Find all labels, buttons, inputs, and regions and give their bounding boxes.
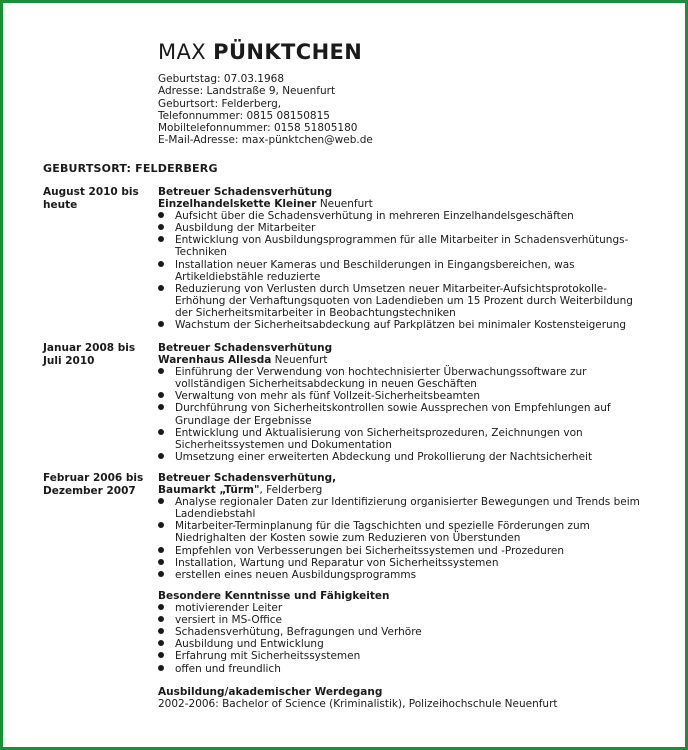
list-item [158, 427, 648, 451]
section-title: GEBURTSORT: FELDERBERG [43, 162, 218, 175]
list-item [158, 319, 648, 331]
list-item [158, 614, 648, 626]
bullet-icon [158, 665, 164, 671]
list-item-text: Installation neuer Kameras und Beschilderungen in Eingangsbereichen, was Artikeldiebstähle reduzierte [175, 258, 575, 283]
list-item-text: Installation, Wartung und Reparatur von Sicherheitssystemen [175, 556, 499, 569]
list-item [158, 210, 648, 222]
list-item-text: Reduzierung von Verlusten durch Umsetzen neuer Mitarbeiter-Aufsichtsprotokolle-Erhöhung der Verhaftungsquoten von Ladendieben um 15 Prozent durch Weiterbildung der Sicherheitsmitarbeiter in Beobachtungstechniken [175, 282, 633, 319]
skills-section [158, 590, 648, 675]
entry-date: August 2010 bis heute [43, 186, 139, 211]
list-item [158, 638, 648, 650]
skills-list [158, 602, 648, 675]
bullet-icon [158, 224, 164, 230]
list-item-text: erstellen eines neuen Ausbildungsprogramms [175, 568, 417, 581]
bullet-icon [158, 522, 164, 528]
list-item [158, 234, 648, 258]
bullet-icon [158, 498, 164, 504]
task-list [158, 496, 648, 581]
employer [158, 484, 648, 496]
list-item [158, 366, 648, 390]
company-location: , Felderberg [259, 484, 323, 497]
last-name: PÜNKTCHEN [213, 40, 363, 64]
company-name: Warenhaus Allesda [158, 354, 272, 367]
phone-line: Telefonnummer: 0815 08150815 [158, 109, 330, 122]
list-item [158, 557, 648, 569]
list-item-text: Verwaltung von mehr als fünf Vollzeit-Sicherheitsbeamten [175, 390, 481, 403]
company-name: Einzelhandelskette Kleiner [158, 198, 317, 211]
job-title: Betreuer Schadensverhütung [158, 186, 333, 198]
birthplace-line: Geburtsort: Felderberg, [158, 97, 282, 110]
bullet-icon [158, 236, 164, 242]
list-item-text: Aufsicht über die Schadensverhütung in mehreren Einzelhandelsgeschäften [175, 210, 574, 223]
company-location: Neuenfurt [319, 198, 373, 211]
education-section [158, 686, 648, 710]
list-item [158, 259, 648, 283]
task-list [158, 210, 648, 331]
bullet-icon [158, 429, 164, 435]
list-item-text: Analyse regionaler Daten zur Identifizierung organisierter Bewegungen und Trends beim Ladendiebstahl [175, 496, 640, 521]
list-item-text: versiert in MS-Office [175, 614, 282, 627]
bullet-icon [158, 559, 164, 565]
list-item-text: Ausbildung der Mitarbeiter [175, 222, 316, 235]
list-item-text: Entwicklung und Aktualisierung von Sicherheitsprozeduren, Zeichnungen von Sicherheitssystemen und Dokumentation [175, 426, 583, 451]
company-location: Neuenfurt [274, 354, 328, 367]
first-name: MAX [158, 40, 207, 64]
list-item [158, 496, 648, 520]
list-item-text: offen und freundlich [175, 662, 281, 675]
education-line: 2002-2006: Bachelor of Science (Kriminalistik), Polizeihochschule Neuenfurt [158, 698, 558, 711]
bullet-icon [158, 571, 164, 577]
bullet-icon [158, 652, 164, 658]
experience-entry [158, 186, 648, 331]
list-item-text: Entwicklung von Ausbildungsprogrammen für alle Mitarbeiter in Schadensverhütungs-Techniken [175, 234, 629, 259]
education-title: Ausbildung/akademischer Werdegang [158, 686, 383, 698]
mobile-line: Mobiltelefonnummer: 0158 51805180 [158, 122, 358, 135]
birthday-line: Geburtstag: 07.03.1968 [158, 73, 285, 85]
bullet-icon [158, 392, 164, 398]
bullet-icon [158, 616, 164, 622]
bullet-icon [158, 404, 164, 410]
list-item-text: Mitarbeiter-Terminplanung für die Tagschichten und spezielle Förderungen zum Niedrighalten der Kosten sowie zum Reduzieren von Überstunden [175, 520, 590, 545]
experience-entry [158, 342, 648, 463]
contact-details [158, 73, 638, 147]
list-item [158, 626, 648, 638]
company-name: Baumarkt „Türm" [158, 484, 260, 497]
list-item [158, 222, 648, 234]
list-item [158, 602, 648, 614]
list-item [158, 663, 648, 675]
experience-entry [158, 472, 648, 581]
job-title: Betreuer Schadensverhütung, [158, 472, 337, 484]
list-item [158, 402, 648, 426]
entry-date: Januar 2008 bis Juli 2010 [43, 342, 136, 367]
list-item-text: Erfahrung mit Sicherheitssystemen [175, 650, 361, 663]
applicant-name [158, 40, 362, 64]
list-item [158, 545, 648, 557]
entry-date: Februar 2006 bis Dezember 2007 [43, 472, 144, 497]
address-line: Adresse: Landstraße 9, Neuenfurt [158, 85, 336, 98]
list-item [158, 390, 648, 402]
list-item-text: Empfehlen von Verbesserungen bei Sicherheitssystemen und -Prozeduren [175, 544, 565, 557]
bullet-icon [158, 604, 164, 610]
list-item-text: Durchführung von Sicherheitskontrollen sowie Aussprechen von Empfehlungen auf Grundlage der Ergebnisse [175, 402, 611, 427]
list-item-text: Einführung der Verwendung von hochtechnisierter Überwachungssoftware zur vollständigen Sicherheitsabdeckung in neuen Geschäften [175, 366, 587, 391]
bullet-icon [158, 628, 164, 634]
employer [158, 198, 648, 210]
bullet-icon [158, 261, 164, 267]
bullet-icon [158, 640, 164, 646]
job-title: Betreuer Schadensverhütung [158, 342, 333, 354]
skills-title: Besondere Kenntnisse und Fähigkeiten [158, 590, 390, 602]
email-line: E-Mail-Adresse: max-pünktchen@web.de [158, 134, 373, 147]
list-item-text: Schadensverhütung, Befragungen und Verhöre [175, 626, 422, 639]
bullet-icon [158, 285, 164, 291]
list-item [158, 650, 648, 662]
list-item-text: motivierender Leiter [175, 602, 283, 615]
list-item [158, 569, 648, 581]
bullet-icon [158, 453, 164, 459]
bullet-icon [158, 368, 164, 374]
list-item-text: Ausbildung und Entwicklung [175, 638, 324, 651]
list-item [158, 451, 648, 463]
bullet-icon [158, 212, 164, 218]
list-item [158, 520, 648, 544]
bullet-icon [158, 321, 164, 327]
employer [158, 354, 648, 366]
bullet-icon [158, 547, 164, 553]
list-item-text: Wachstum der Sicherheitsabdeckung auf Parkplätzen bei minimaler Kostensteigerung [175, 319, 627, 332]
task-list [158, 366, 648, 463]
list-item [158, 283, 648, 319]
list-item-text: Umsetzung einer erweiterten Abdeckung und Prokollierung der Nachtsicherheit [175, 450, 593, 463]
